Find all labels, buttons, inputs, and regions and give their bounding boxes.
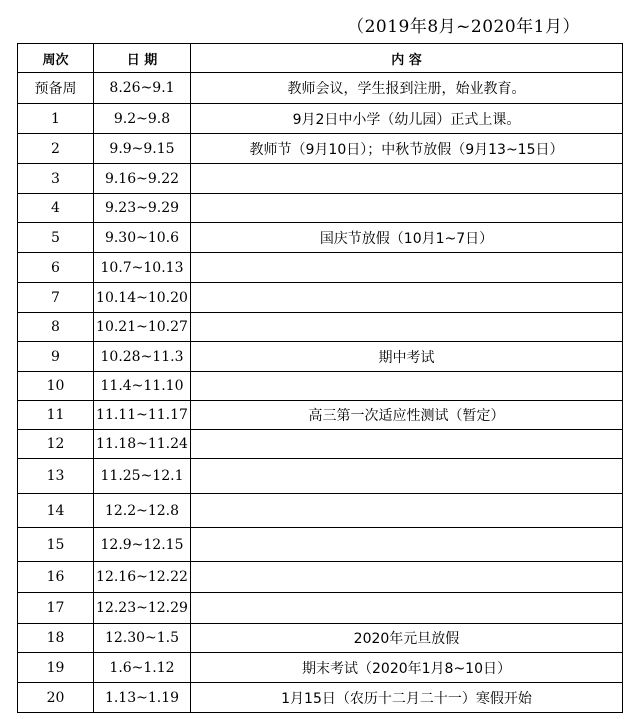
cell-content xyxy=(191,562,623,593)
cell-content: 9月2日中小学（幼儿园）正式上课。 xyxy=(191,104,623,134)
table-row xyxy=(18,73,623,104)
schedule-date-range: （2019年8月~2020年1月） xyxy=(347,17,580,37)
cell-content: 期中考试 xyxy=(191,342,623,372)
cell-week: 3 xyxy=(18,164,94,194)
header-week: 周次 xyxy=(18,44,94,73)
table-row xyxy=(18,528,623,562)
cell-content: 2020年元旦放假 xyxy=(191,624,623,653)
table-row xyxy=(18,164,623,194)
cell-content xyxy=(191,313,623,342)
cell-content xyxy=(191,283,623,313)
cell-content: 国庆节放假（10月1~7日） xyxy=(191,223,623,253)
cell-date: 9.16~9.22 xyxy=(94,164,191,194)
table-row xyxy=(18,283,623,313)
cell-content: 1月15日（农历十二月二十一）寒假开始 xyxy=(191,683,623,713)
cell-week: 14 xyxy=(18,494,94,528)
table-row xyxy=(18,372,623,401)
cell-week: 17 xyxy=(18,593,94,624)
cell-content xyxy=(191,593,623,624)
cell-week: 18 xyxy=(18,624,94,653)
table-row xyxy=(18,342,623,372)
cell-date: 12.9~12.15 xyxy=(94,528,191,562)
cell-date: 11.18~11.24 xyxy=(94,430,191,459)
cell-content: 期末考试（2020年1月8~10日） xyxy=(191,653,623,683)
table-header-row xyxy=(18,44,623,73)
cell-week: 12 xyxy=(18,430,94,459)
cell-week: 20 xyxy=(18,683,94,713)
table-row xyxy=(18,253,623,283)
table-row xyxy=(18,562,623,593)
cell-date: 11.4~11.10 xyxy=(94,372,191,401)
table-row xyxy=(18,653,623,683)
table-row xyxy=(18,459,623,494)
cell-date: 9.9~9.15 xyxy=(94,134,191,164)
cell-content xyxy=(191,253,623,283)
cell-content xyxy=(191,164,623,194)
cell-content xyxy=(191,494,623,528)
cell-content xyxy=(191,372,623,401)
cell-week: 11 xyxy=(18,401,94,430)
cell-content: 教师会议，学生报到注册，始业教育。 xyxy=(191,73,623,104)
cell-date: 12.2~12.8 xyxy=(94,494,191,528)
cell-date: 12.23~12.29 xyxy=(94,593,191,624)
cell-week: 15 xyxy=(18,528,94,562)
cell-week: 4 xyxy=(18,194,94,223)
table-row xyxy=(18,104,623,134)
header-content: 内 容 xyxy=(191,44,623,73)
cell-content xyxy=(191,194,623,223)
cell-week: 1 xyxy=(18,104,94,134)
table-row xyxy=(18,401,623,430)
cell-date: 9.30~10.6 xyxy=(94,223,191,253)
cell-date: 12.16~12.22 xyxy=(94,562,191,593)
header-date: 日 期 xyxy=(94,44,191,73)
cell-date: 11.25~12.1 xyxy=(94,459,191,494)
cell-date: 10.14~10.20 xyxy=(94,283,191,313)
cell-week: 19 xyxy=(18,653,94,683)
cell-date: 1.6~1.12 xyxy=(94,653,191,683)
cell-content xyxy=(191,430,623,459)
cell-date: 12.30~1.5 xyxy=(94,624,191,653)
cell-date: 10.21~10.27 xyxy=(94,313,191,342)
table-row xyxy=(18,494,623,528)
cell-date: 9.2~9.8 xyxy=(94,104,191,134)
cell-date: 1.13~1.19 xyxy=(94,683,191,713)
cell-date: 8.26~9.1 xyxy=(94,73,191,104)
cell-week: 9 xyxy=(18,342,94,372)
table-row xyxy=(18,194,623,223)
cell-week: 13 xyxy=(18,459,94,494)
table-row xyxy=(18,313,623,342)
cell-date: 10.7~10.13 xyxy=(94,253,191,283)
table-row xyxy=(18,593,623,624)
cell-date: 10.28~11.3 xyxy=(94,342,191,372)
table-row xyxy=(18,683,623,713)
cell-date: 9.23~9.29 xyxy=(94,194,191,223)
school-calendar-table xyxy=(17,43,623,713)
table-row xyxy=(18,624,623,653)
cell-week: 6 xyxy=(18,253,94,283)
cell-week: 预备周 xyxy=(18,73,94,104)
cell-content xyxy=(191,459,623,494)
cell-week: 16 xyxy=(18,562,94,593)
table-row xyxy=(18,134,623,164)
cell-date: 11.11~11.17 xyxy=(94,401,191,430)
cell-week: 5 xyxy=(18,223,94,253)
cell-content: 高三第一次适应性测试（暂定） xyxy=(191,401,623,430)
table-row xyxy=(18,223,623,253)
cell-week: 2 xyxy=(18,134,94,164)
table-row xyxy=(18,430,623,459)
cell-week: 7 xyxy=(18,283,94,313)
cell-content xyxy=(191,528,623,562)
cell-week: 8 xyxy=(18,313,94,342)
cell-week: 10 xyxy=(18,372,94,401)
cell-content: 教师节（9月10日）；中秋节放假（9月13~15日） xyxy=(191,134,623,164)
